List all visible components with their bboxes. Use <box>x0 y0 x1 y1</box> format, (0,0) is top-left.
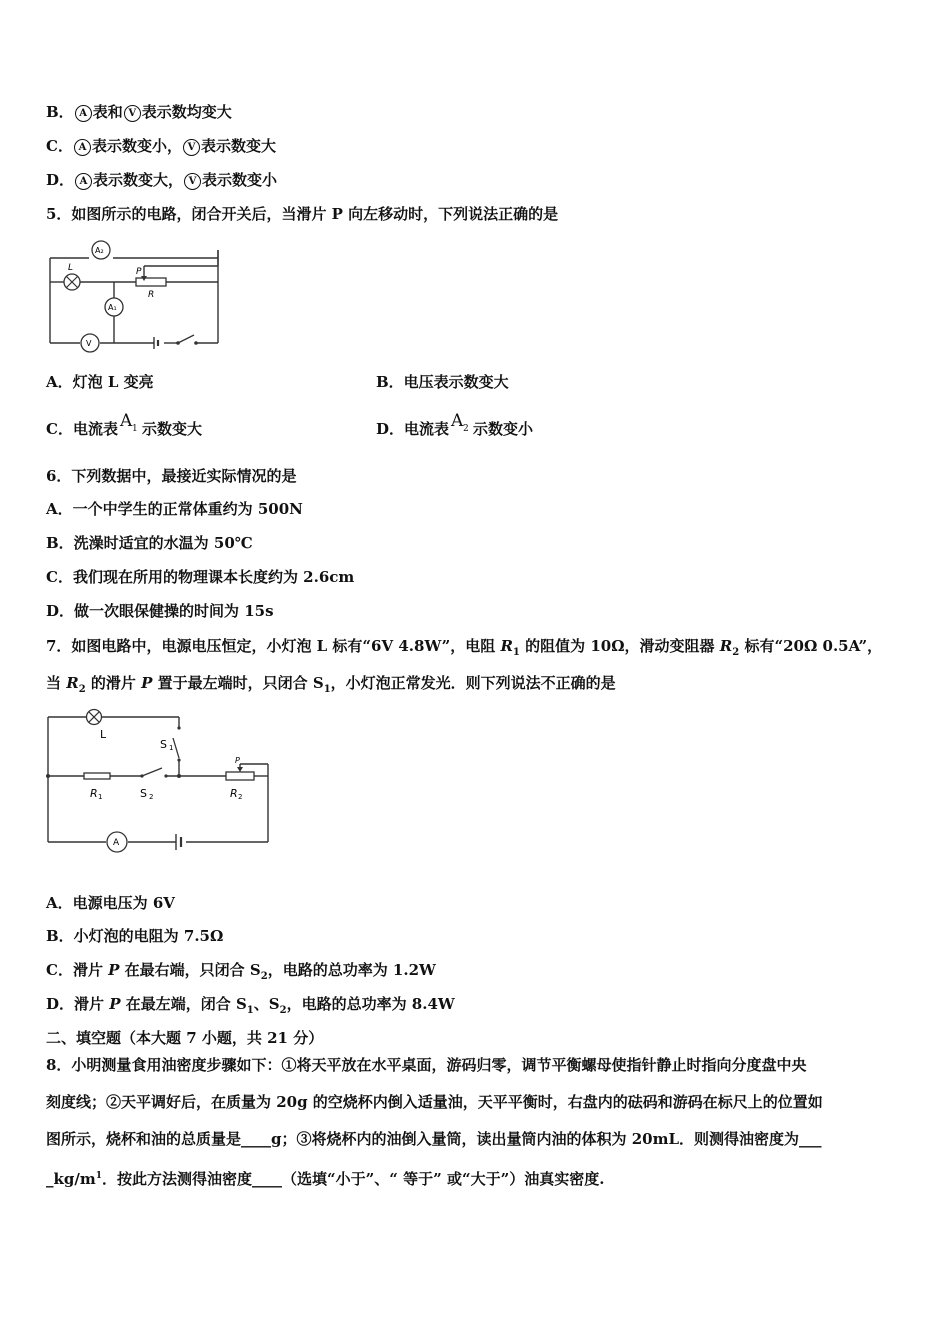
q8-line2: 刻度线；②天平调好后，在质量为 20g 的空烧杯内倒入适量油，天平平衡时，右盘内的砝码和游码在标尺上的位置如 <box>46 1093 823 1111</box>
voltmeter-symbol: V <box>124 105 141 122</box>
switch-lever <box>178 335 194 343</box>
switch-contact <box>194 341 198 345</box>
q4-option-b <box>46 102 232 122</box>
q4-option-c <box>46 136 276 156</box>
ammeter-a1-symbol <box>118 411 142 439</box>
stem-text: 的阻值为 10Ω，滑动变阻器 <box>519 637 720 655</box>
q5-stem: 5．如图所示的电路，闭合开关后，当滑片 P 向左移动时，下列说法正确的是 <box>46 205 559 223</box>
option-text: 表示数变大， <box>93 171 184 189</box>
var-p: P <box>109 995 121 1013</box>
label-r: R <box>148 290 155 300</box>
ammeter-symbol: A <box>75 173 92 190</box>
option-text: C．电流表 <box>46 420 118 438</box>
switch-contact <box>177 758 180 761</box>
label-p: P <box>235 756 240 765</box>
q5-option-c <box>46 411 202 439</box>
subscript: 1 <box>323 684 331 695</box>
slider-arrow <box>237 767 243 772</box>
stem-text: 的滑片 <box>85 674 142 692</box>
q8-line1: 8．小明测量食用油密度步骤如下：①将天平放在水平桌面，游码归零，调节平衡螺母使指针静止时指向分度盘中央 <box>46 1056 807 1074</box>
option-text: ，电路的总功率为 1.2W <box>267 961 436 979</box>
option-text: 在最右端，只闭合 S <box>119 961 261 979</box>
var-r2: R <box>66 674 79 692</box>
resistor-r <box>136 278 166 286</box>
q7-circuit-diagram <box>44 708 274 858</box>
resistor-r1 <box>84 773 110 779</box>
option-text: 表示数变小， <box>91 137 182 155</box>
option-text: 在最左端，闭合 S <box>120 995 247 1013</box>
q7-option-c <box>46 960 436 987</box>
ammeter-a2-symbol <box>449 411 473 439</box>
q8-line3: 图所示，烧杯和油的总质量是____g；③将烧杯内的油倒入量筒，读出量筒内油的体积为 20mL．则测得油密度为___ <box>46 1130 822 1148</box>
subscript: 1 <box>246 1005 254 1016</box>
label-s1: S <box>160 738 167 751</box>
stem-text: 当 <box>46 674 67 692</box>
option-text: 表示数变小 <box>202 171 278 189</box>
subscript: 1 <box>512 647 520 658</box>
stem-text: _kg/m <box>46 1170 96 1188</box>
q7-stem-line1 <box>46 636 882 663</box>
subscript: 2 <box>260 971 268 982</box>
ammeter-symbol: A <box>75 105 92 122</box>
stem-text: ．按此方法测得油密度____（选填“小于”、“ 等于” 或“大于”）油真实密度. <box>102 1170 605 1188</box>
meter-letter: A <box>119 411 133 431</box>
stem-text: 置于最左端时，只闭合 S <box>152 674 324 692</box>
superscript: 1 <box>95 1171 102 1181</box>
subscript: 2 <box>732 647 740 658</box>
option-label: C． <box>46 137 73 155</box>
junction-dot <box>177 774 181 778</box>
stem-text: 标有“20Ω 0.5A”， <box>739 637 883 655</box>
voltmeter-symbol: V <box>183 139 200 156</box>
q6-option-b: B．洗澡时适宜的水温为 50℃ <box>46 534 253 552</box>
lamp-l <box>87 710 102 725</box>
option-text: ，电路的总功率为 8.4W <box>286 995 455 1013</box>
q7-option-b: B．小灯泡的电阻为 7.5Ω <box>46 927 224 945</box>
q7-option-d <box>46 994 455 1021</box>
q6-stem: 6．下列数据中，最接近实际情况的是 <box>46 467 297 485</box>
lamp-l <box>64 274 80 290</box>
stem-text: ，小灯泡正常发光．则下列说法不正确的是 <box>330 674 616 692</box>
meter-subscript: 1 <box>131 424 138 434</box>
q7-stem-line2 <box>46 673 616 700</box>
label-a2: A₂ <box>95 246 104 255</box>
label-s1-sub: 1 <box>169 744 174 752</box>
q5-option-d <box>376 411 534 439</box>
q6-option-c: C．我们现在所用的物理课本长度约为 2.6cm <box>46 568 355 586</box>
label-a1: A₁ <box>108 303 117 312</box>
var-p: P <box>108 961 120 979</box>
option-text: C．滑片 <box>46 961 109 979</box>
q5-option-a: A．灯泡 L 变亮 <box>46 373 154 391</box>
meter-subscript: 2 <box>463 424 469 434</box>
option-text: 表示数变大 <box>200 137 276 155</box>
label-r2: R <box>230 787 238 800</box>
switch-contact <box>164 774 167 777</box>
resistor-r2 <box>226 772 254 780</box>
label-l: L <box>68 263 74 273</box>
option-label: D． <box>46 171 75 189</box>
q5-circuit-diagram <box>44 238 224 356</box>
label-r1-sub: 1 <box>98 793 103 801</box>
subscript: 2 <box>78 684 86 695</box>
q4-option-d <box>46 170 277 190</box>
switch-s2-lever <box>142 768 162 776</box>
q6-option-a: A．一个中学生的正常体重约为 500N <box>46 500 303 518</box>
subscript: 2 <box>279 1005 287 1016</box>
switch-contact <box>177 726 180 729</box>
option-text: 、S <box>253 995 280 1013</box>
switch-s1-lever <box>173 738 179 758</box>
var-r1: R <box>500 637 513 655</box>
label-v: V <box>86 339 92 348</box>
option-label: B． <box>46 103 74 121</box>
label-p: P <box>136 267 142 277</box>
option-text: D．电流表 <box>376 420 450 438</box>
label-r2-sub: 2 <box>238 793 243 801</box>
label-s2: S <box>140 787 147 800</box>
option-text: D．滑片 <box>46 995 110 1013</box>
var-p: P <box>141 674 153 692</box>
meter-letter: A <box>451 411 464 431</box>
q7-option-a: A．电源电压为 6V <box>46 894 175 912</box>
stem-text: 7．如图电路中，电源电压恒定，小灯泡 L 标有“6V 4.8W”，电阻 <box>46 637 501 655</box>
option-text: 示数变大 <box>141 420 202 438</box>
label-r1: R <box>90 787 98 800</box>
section-heading: 二、填空题（本大题 7 小题，共 21 分） <box>46 1029 324 1047</box>
var-r2: R <box>719 637 733 655</box>
voltmeter-symbol: V <box>184 173 201 190</box>
label-a: A <box>113 838 120 848</box>
option-text: 表和 <box>92 103 123 121</box>
q8-line4 <box>46 1166 604 1189</box>
q6-option-d: D．做一次眼保健操的时间为 15s <box>46 602 274 620</box>
option-text: 表示数均变大 <box>141 103 232 121</box>
option-text: 示数变小 <box>473 420 534 438</box>
label-l: L <box>100 728 107 741</box>
ammeter-symbol: A <box>74 139 91 156</box>
junction-dot <box>46 774 50 778</box>
q5-option-b: B．电压表示数变大 <box>376 373 509 391</box>
label-s2-sub: 2 <box>149 793 154 801</box>
